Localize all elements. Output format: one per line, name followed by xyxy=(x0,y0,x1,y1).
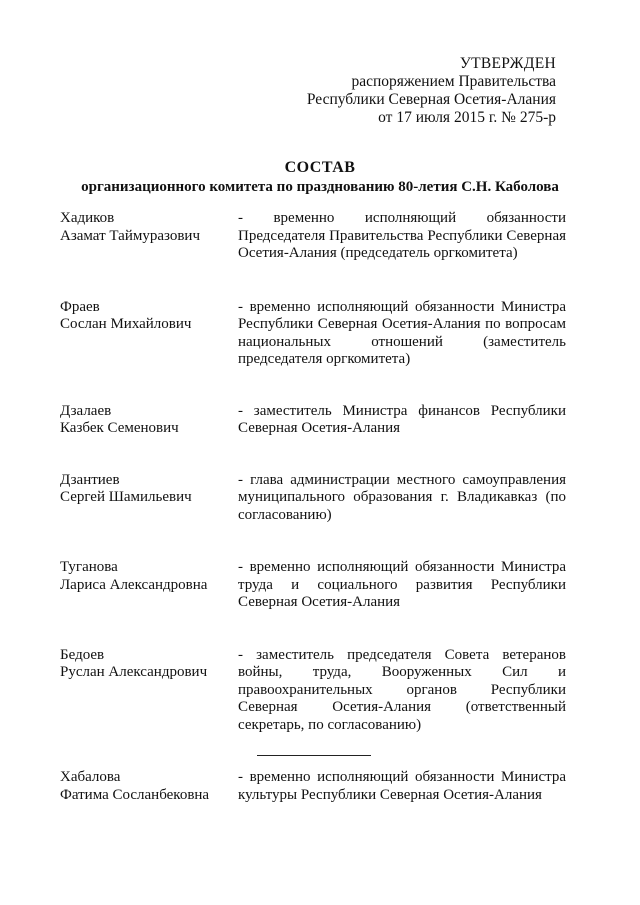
member-entry xyxy=(60,472,566,525)
approval-date: от 17 июля 2015 г. № 275-р xyxy=(378,109,556,126)
approval-line: Республики Северная Осетия-Алания xyxy=(306,91,556,108)
closing-rule xyxy=(257,755,371,756)
member-surname: Дзалаев xyxy=(60,402,112,419)
member-role: - заместитель председателя Совета ветеранов войны, труда, Вооруженных Сил и правоохранительных органов Республики Северная Осетия-Алания (ответственный секретарь, по согласованию) xyxy=(238,646,566,733)
member-given-name: Азамат Таймуразович xyxy=(60,227,200,244)
member-name xyxy=(60,472,238,525)
approval-stamp xyxy=(307,55,556,127)
member-surname: Туганова xyxy=(60,559,118,575)
member-given-name: Казбек Семенович xyxy=(60,420,179,436)
member-surname: Дзантиев xyxy=(60,471,120,488)
member-entry xyxy=(60,210,566,263)
member-surname: Хадиков xyxy=(60,210,115,226)
member-given-name: Фатима Сосланбековна xyxy=(60,786,210,803)
member-role: - временно исполняющий обязанности Министра труда и социального развития Республики Северная Осетия-Алания xyxy=(238,559,566,610)
member-given-name: Сергей Шамильевич xyxy=(60,489,192,505)
member-given-name: Руслан Александрович xyxy=(60,664,208,680)
member-entry xyxy=(60,647,566,735)
member-given-name: Сослан Михайлович xyxy=(60,316,192,332)
member-entry xyxy=(60,403,566,438)
member-surname: Бедоев xyxy=(60,646,105,663)
member-name xyxy=(60,403,238,438)
member-role: - глава администрации местного самоуправления муниципального образования г. Владикавказ (по согласованию) xyxy=(238,471,566,523)
member-surname: Хабалова xyxy=(60,769,121,785)
member-entry xyxy=(60,559,566,612)
member-role: - временно исполняющий обязанности Министра Республики Северная Осетия-Алания по вопросам национальных отношений (заместитель председателя оргкомитета) xyxy=(238,298,566,367)
member-role: - временно исполняющий обязанности Председателя Правительства Республики Северная Осетия-Алания (председатель оргкомитета) xyxy=(238,210,566,261)
member-name xyxy=(60,210,238,263)
member-entry xyxy=(60,769,566,804)
member-surname: Фраев xyxy=(60,298,100,315)
member-name xyxy=(60,647,238,735)
member-given-name: Лариса Александровна xyxy=(60,576,208,593)
member-name xyxy=(60,559,238,612)
committee-members-list xyxy=(60,210,566,804)
approval-line: распоряжением Правительства xyxy=(351,73,556,90)
member-role: - временно исполняющий обязанности Министра культуры Республики Северная Осетия-Алания xyxy=(238,769,566,803)
member-entry xyxy=(60,299,566,369)
document-subtitle: организационного комитета по празднованию 80-летия С.Н. Каболова xyxy=(81,179,559,195)
member-role: - заместитель Министра финансов Республики Северная Осетия-Алания xyxy=(238,402,566,436)
approval-title: УТВЕРЖДЕН xyxy=(459,55,556,72)
member-name xyxy=(60,299,238,369)
document-heading xyxy=(0,158,640,197)
member-name xyxy=(60,769,238,804)
document-title: СОСТАВ xyxy=(284,159,356,176)
